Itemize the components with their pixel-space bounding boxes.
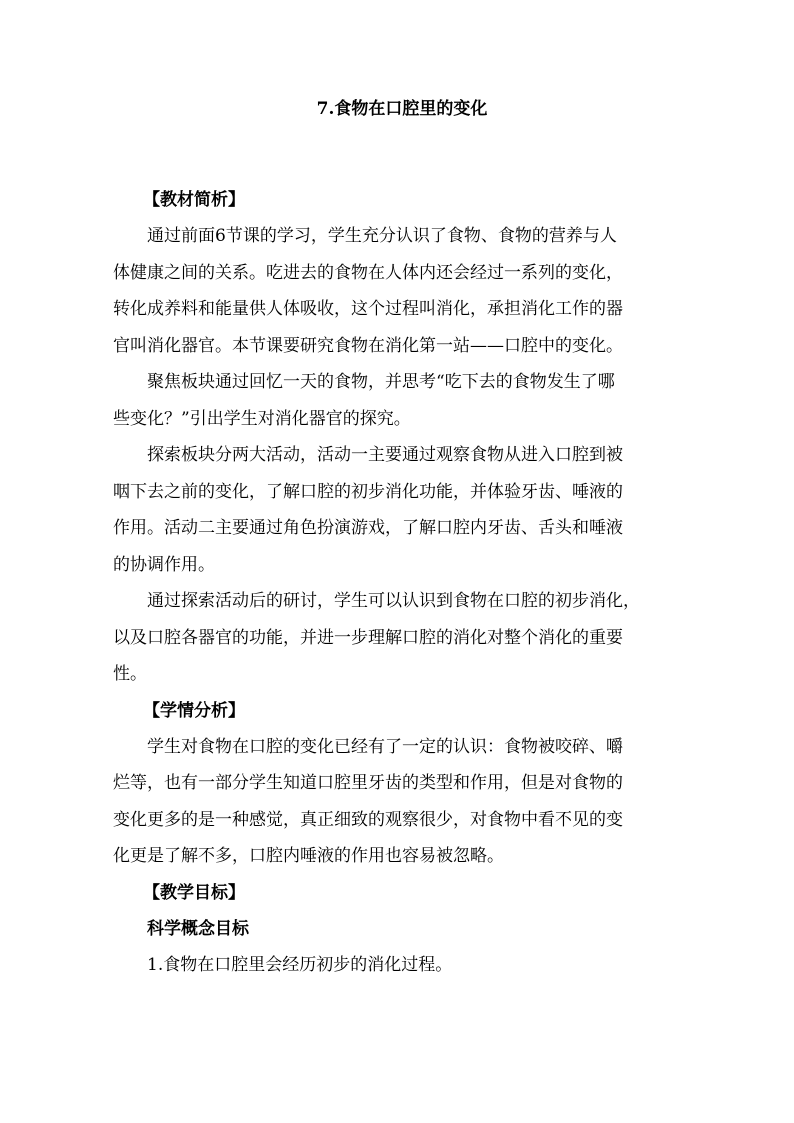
text-line: 官叫消化器官。本节课要研究食物在消化第一站——口腔中的变化。 [113, 335, 623, 356]
text-line: 咽下去之前的变化，了解口腔的初步消化功能，并体验牙齿、唾液的 [113, 481, 623, 502]
text-line: 探索板块分两大活动，活动一主要通过观察食物从进入口腔到被 [147, 445, 623, 465]
document-title: 7.食物在口腔里的变化 [316, 99, 488, 119]
document-page [113, 94, 691, 983]
section-heading: 【教学目标】 [143, 882, 245, 903]
paragraph [113, 437, 691, 583]
section-teaching-goals [113, 875, 691, 983]
text-line: 作用。活动二主要通过角色扮演游戏，了解口腔内牙齿、舌头和唾液 [113, 518, 623, 538]
section-student-analysis [113, 693, 691, 875]
list-item: 1.食物在口腔里会经历初步的消化过程。 [147, 954, 453, 975]
text-line: 的协调作用。 [113, 554, 215, 575]
paragraph [113, 364, 691, 437]
section-heading: 【教材简析】 [143, 190, 245, 210]
text-line: 些变化？”引出学生对消化器官的探究。 [113, 408, 411, 429]
paragraph [113, 218, 691, 364]
text-line: 烂等，也有一部分学生知道口腔里牙齿的类型和作用，但是对食物的 [113, 773, 623, 793]
text-line: 体健康之间的关系。吃进去的食物在人体内还会经过一系列的变化， [113, 262, 623, 283]
text-line: 以及口腔各器官的功能，并进一步理解口腔的消化对整个消化的重要 [113, 627, 623, 648]
text-line: 通过前面6节课的学习，学生充分认识了食物、食物的营养与人 [147, 226, 617, 246]
section-heading: 【学情分析】 [143, 700, 245, 721]
text-line: 聚焦板块通过回忆一天的食物，并思考“吃下去的食物发生了哪 [147, 372, 615, 392]
text-line: 通过探索活动后的研讨，学生可以认识到食物在口腔的初步消化， [147, 591, 640, 611]
sub-heading: 科学概念目标 [147, 918, 249, 939]
paragraph [113, 583, 691, 693]
text-line: 转化成养料和能量供人体吸收，这个过程叫消化，承担消化工作的器 [113, 299, 623, 319]
section-textbook-analysis [113, 182, 691, 693]
text-line: 学生对食物在口腔的变化已经有了一定的认识：食物被咬碎、嚼 [147, 736, 623, 757]
paragraph [113, 729, 691, 875]
text-line: 性。 [113, 664, 147, 684]
text-line: 化更是了解不多，口腔内唾液的作用也容易被忽略。 [113, 846, 504, 866]
text-line: 变化更多的是一种感觉，真正细致的观察很少，对食物中看不见的变 [113, 809, 623, 830]
